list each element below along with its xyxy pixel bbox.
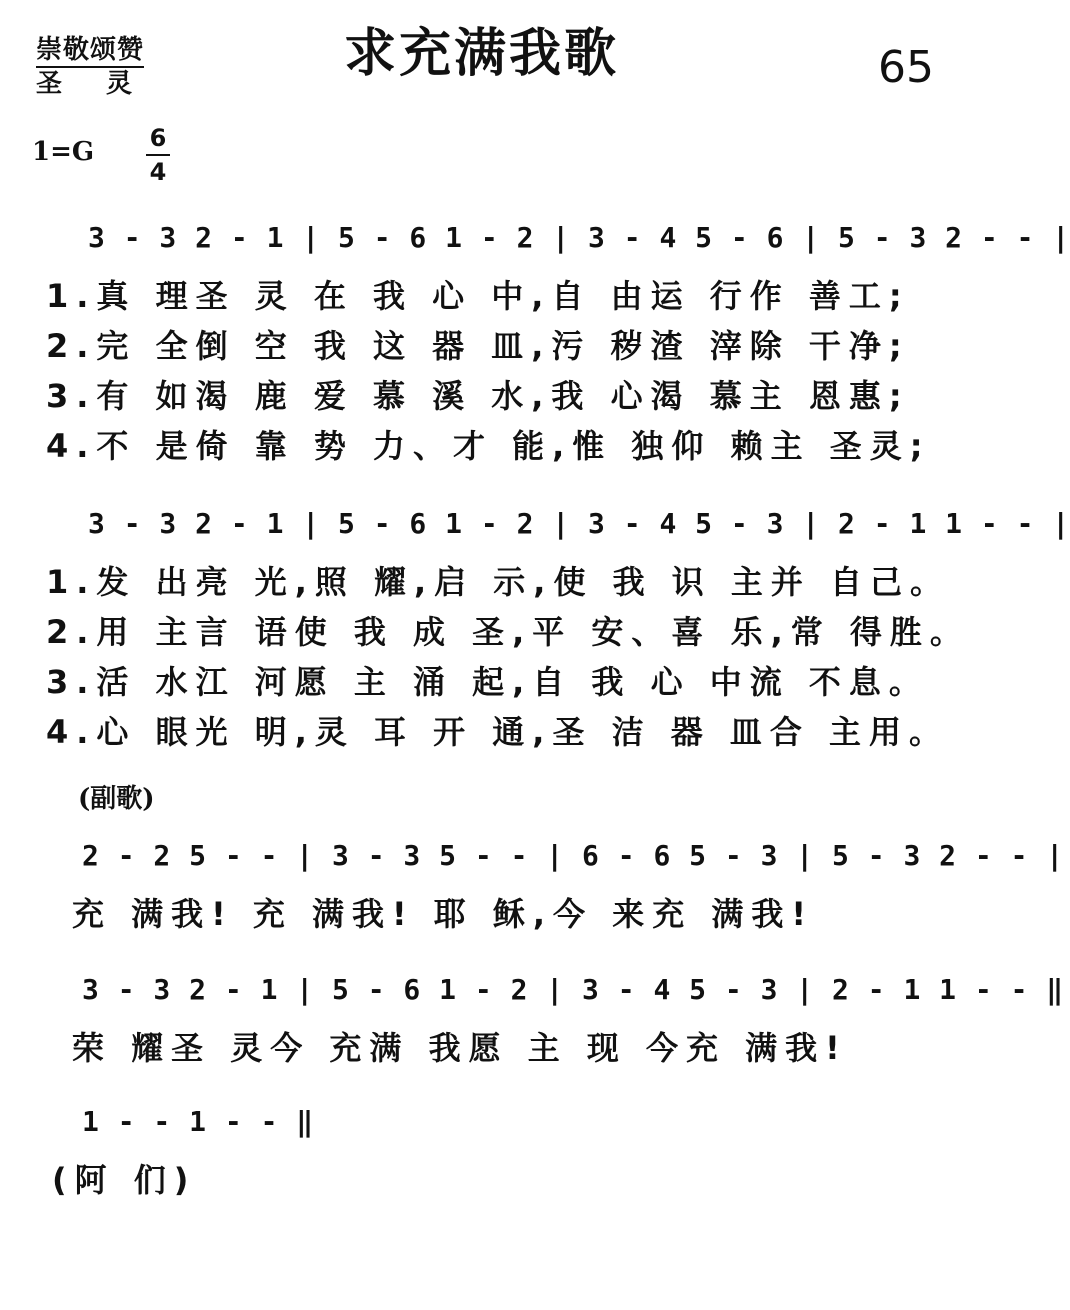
lyrics-line-1-verse-4: 4.不 是倚 靠 势 力、才 能,惟 独仰 赖主 圣灵; [46,427,931,465]
lyrics-line-1-verse-1: 1.真 理圣 灵 在 我 心 中,自 由运 行作 善工; [46,277,910,315]
lyrics-line-1-verse-3: 3.有 如渴 鹿 爱 慕 溪 水,我 心渴 慕主 恩惠; [46,377,910,415]
key-signature: 1=G [32,137,95,167]
lyrics-line-2-verse-1: 1.发 出亮 光,照 耀,启 示,使 我 识 主并 自己。 [46,563,951,601]
time-signature [146,124,170,186]
notes-line-1: 3 - 3 2 - 1 | 5 - 6 1 - 2 | 3 - 4 5 - 6 | 5 - 3 2 - - | [88,221,1070,254]
lyrics-line-1-verse-2: 2.完 全倒 空 我 这 器 皿,污 秽渣 滓除 干净; [46,327,910,365]
lyrics-line-2-verse-4: 4.心 眼光 明,灵 耳 开 通,圣 洁 器 皿合 主用。 [46,713,950,751]
lyrics-line-2-verse-2: 2.用 主言 语使 我 成 圣,平 安、喜 乐,常 得胜。 [46,613,970,651]
chorus-lyrics-line-1: 充 满我! 充 满我! 耶 稣,今 来充 满我! [72,895,814,933]
lyrics-line-2-verse-3: 3.活 水江 河愿 主 涌 起,自 我 心 中流 不息。 [46,663,929,701]
hymn-title: 求充满我歌 [344,23,620,84]
chorus-lyrics-line-2: 荣 耀圣 灵今 充满 我愿 主 现 今充 满我! [72,1029,848,1067]
chorus-label: (副歌) [78,784,155,814]
hymn-category: 崇敬颂赞 [36,34,144,68]
notes-line-2: 3 - 3 2 - 1 | 5 - 6 1 - 2 | 3 - 4 5 - 3 | 2 - 1 1 - - | [88,507,1070,540]
time-signature-top: 6 [149,124,167,152]
chorus-notes-line-1: 2 - 2 5 - - | 3 - 3 5 - - | 6 - 6 5 - 3 | 5 - 3 2 - - | [82,839,1065,872]
hymn-subcategory: 圣灵 [36,69,177,99]
chorus-notes-line-2: 3 - 3 2 - 1 | 5 - 6 1 - 2 | 3 - 4 5 - 3 | 2 - 1 1 - - ‖ [82,973,1065,1006]
time-signature-bottom: 4 [149,158,167,186]
ending-lyrics: (阿 们) [52,1161,197,1199]
time-signature-divider [146,154,170,156]
ending-notes: 1 - - 1 - - ‖ [82,1105,315,1138]
page-number: 65 [878,42,934,93]
